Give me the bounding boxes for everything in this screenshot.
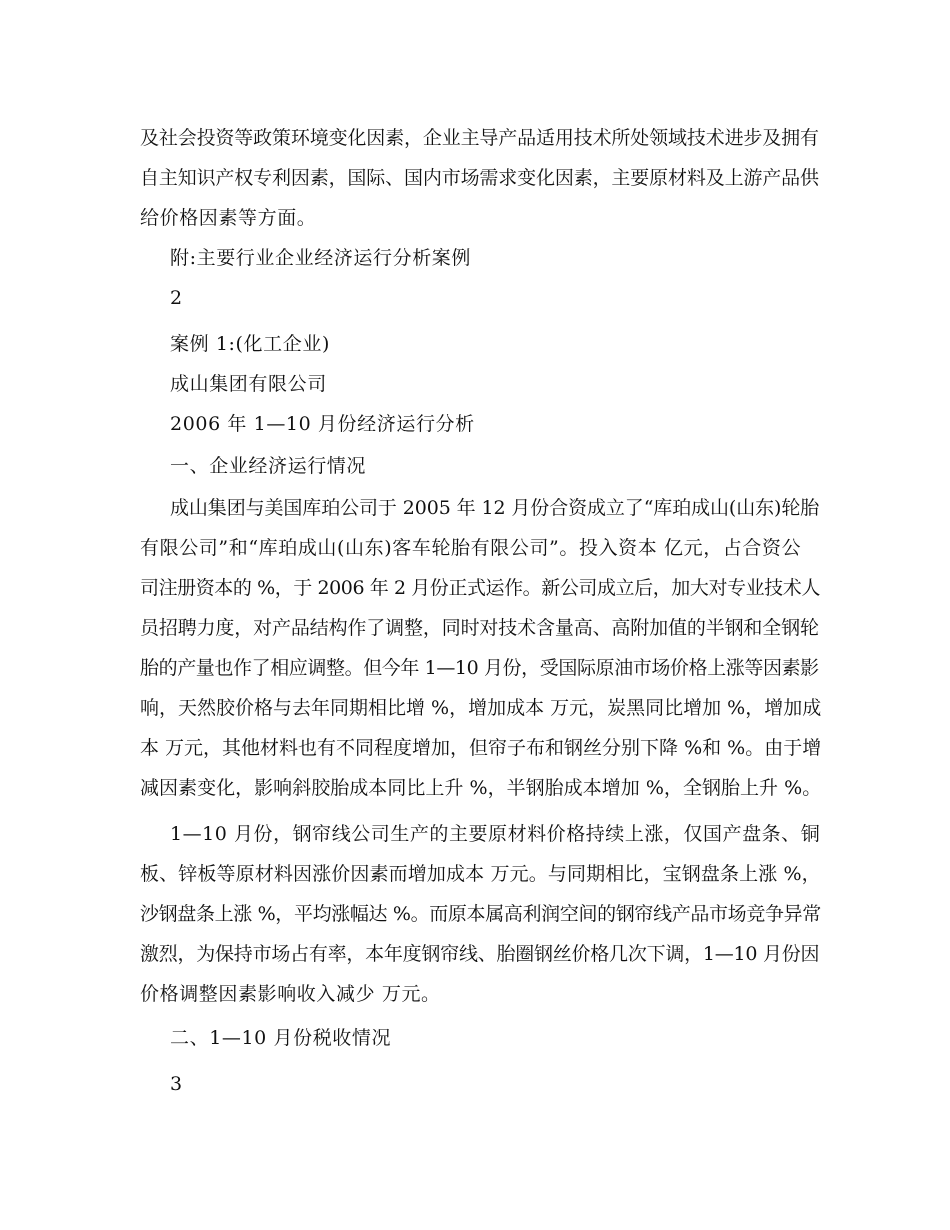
- section-heading: 二、1—10 月份税收情况: [170, 1027, 392, 1049]
- body-line: 员招聘力度，对产品结构作了调整，同时对技术含量高、高附加值的半钢和全钢轮: [140, 617, 819, 639]
- body-line: 给价格因素等方面。: [140, 207, 317, 229]
- body-line: 价格调整因素影响收入减少 万元。: [140, 983, 441, 1005]
- body-line: 减因素变化，影响斜胶胎成本同比上升 %，半钢胎成本增加 %，全钢胎上升 %。: [140, 777, 822, 799]
- case-heading: 案例 1:(化工企业): [170, 333, 330, 355]
- body-line: 有限公司”和“库珀成山(山东)客车轮胎有限公司”。投入资本 亿元，占合资公: [140, 537, 802, 559]
- body-line: 司注册资本的 %，于 2006 年 2 月份正式运作。新公司成立后，加大对专业技术人: [140, 577, 820, 599]
- page-number: 3: [170, 1073, 183, 1095]
- body-line: 沙钢盘条上涨 %，平均涨幅达 %。而原本属高利润空间的钢帘线产品市场竞争异常: [140, 903, 821, 925]
- body-line: 本 万元，其他材料也有不同程度增加，但帘子布和钢丝分别下降 %和 %。由于增: [140, 737, 822, 759]
- report-title: 2006 年 1—10 月份经济运行分析: [170, 413, 475, 435]
- page-number: 2: [170, 287, 183, 309]
- body-line: 自主知识产权专利因素，国际、国内市场需求变化因素，主要原材料及上游产品供: [140, 167, 819, 189]
- body-line: 板、锌板等原材料因涨价因素而增加成本 万元。与同期相比，宝钢盘条上涨 %，: [140, 863, 821, 885]
- body-line: 响，天然胶价格与去年同期相比增 %，增加成本 万元，炭黑同比增加 %，增加成: [140, 697, 822, 719]
- body-line: 成山集团与美国库珀公司于 2005 年 12 月份合资成立了“库珀成山(山东)轮胎: [170, 497, 820, 519]
- body-line: 及社会投资等政策环境变化因素，企业主导产品适用技术所处领域技术进步及拥有: [140, 127, 819, 149]
- body-line: 激烈，为保持市场占有率，本年度钢帘线、胎圈钢丝价格几次下调，1—10 月份因: [140, 943, 820, 965]
- body-line: 1—10 月份，钢帘线公司生产的主要原材料价格持续上涨，仅国产盘条、铜: [170, 823, 821, 845]
- body-line: 胎的产量也作了相应调整。但今年 1—10 月份，受国际原油市场价格上涨等因素影: [140, 657, 819, 679]
- company-name: 成山集团有限公司: [170, 373, 327, 395]
- section-heading: 一、企业经济运行情况: [170, 455, 367, 477]
- appendix-heading: 附:主要行业企业经济运行分析案例: [170, 247, 472, 269]
